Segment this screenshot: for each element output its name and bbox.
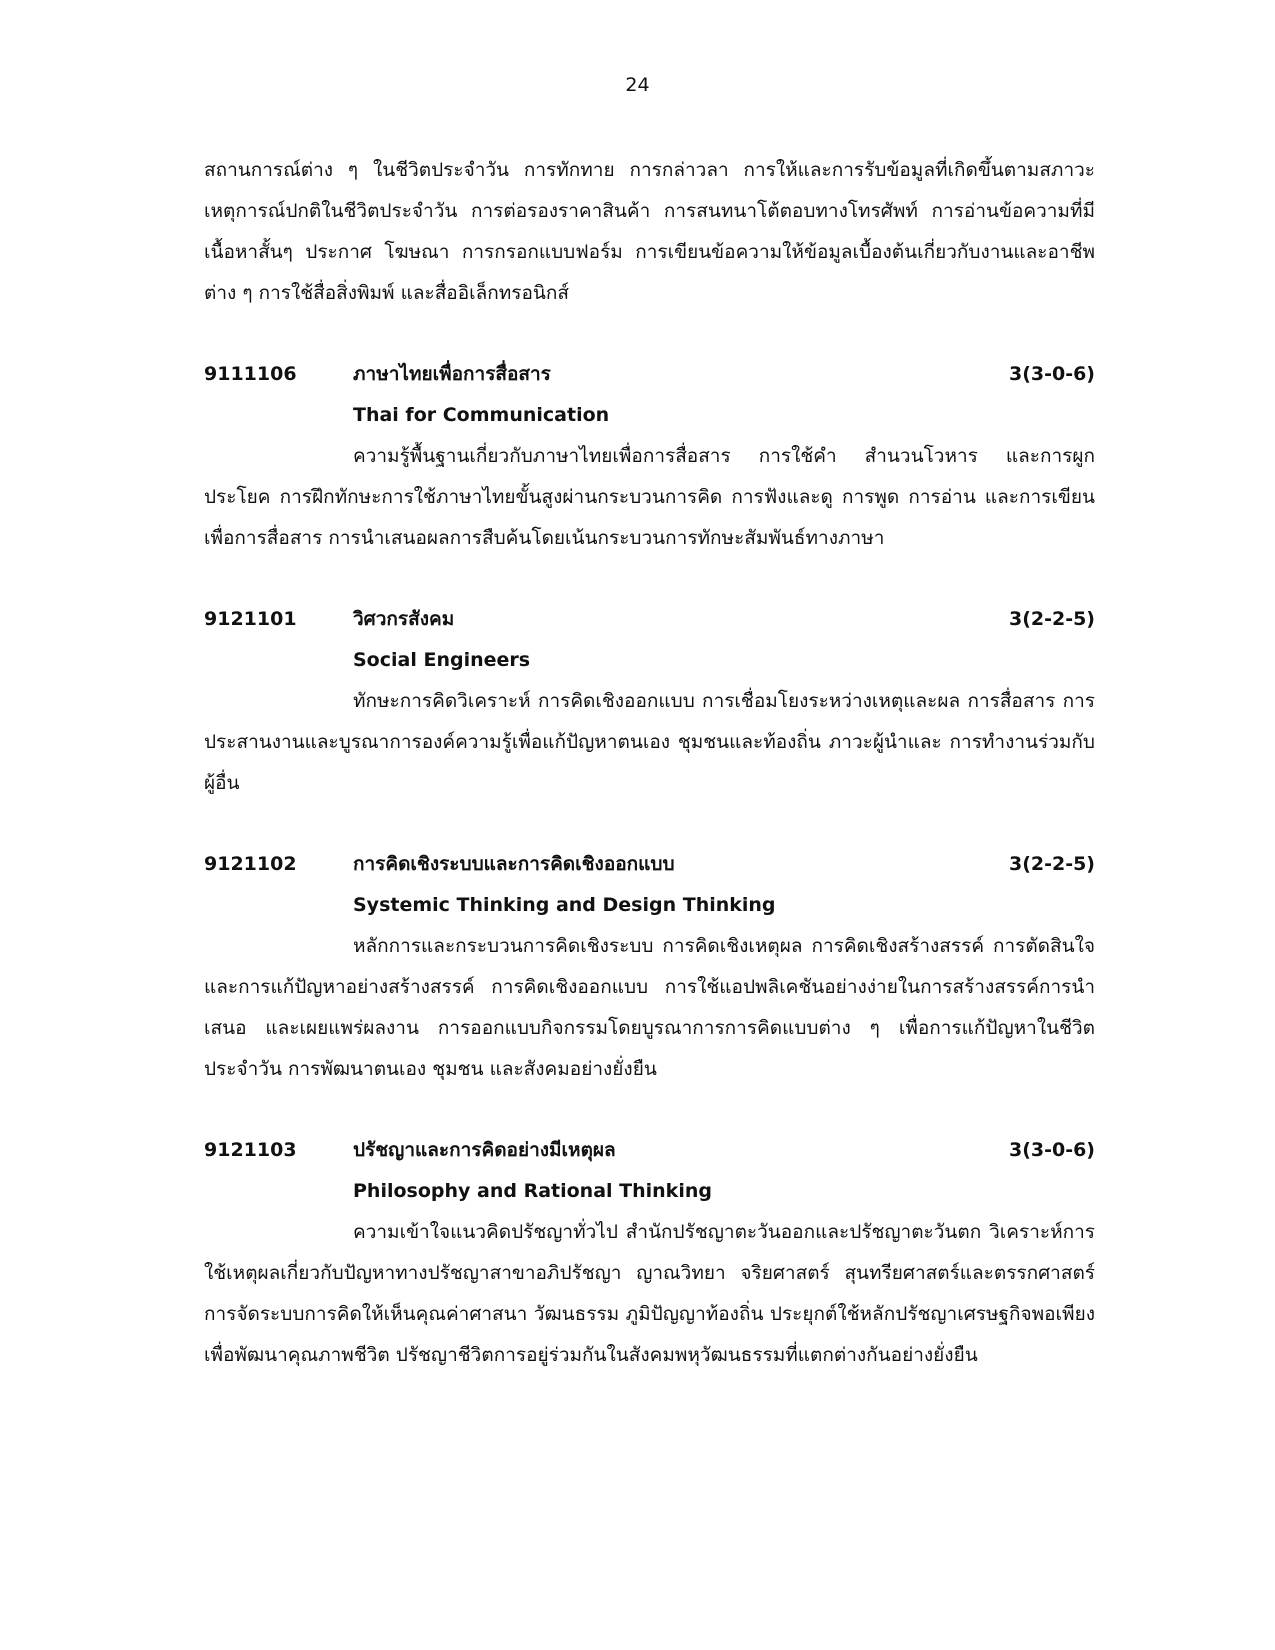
course-title-en: Social Engineers [353,649,531,671]
course-entry [204,844,1095,1090]
course-title-th: ปรัชญาและการคิดอย่างมีเหตุผล [353,1139,616,1161]
course-credits: 3(2-2-5) [1008,608,1095,630]
intro-paragraph: สถานการณ์ต่าง ๆ ในชีวิตประจำวัน การทักทาย การกล่าวลา การให้และการรับข้อมูลที่เกิดขึ้นตามสภาวะเหตุการณ์ปกติในชีวิตประจำวัน การต่อรองราคาสินค้า การสนทนาโต้ตอบทางโทรศัพท์ การอ่านข้อความที่มีเนื้อหาสั้นๆ ประกาศ โฆษณา การกรอกแบบฟอร์ม การเขียนข้อความให้ข้อมูลเบื้องต้นเกี่ยวกับงานและอาชีพต่าง ๆ การใช้สื่อสิ่งพิมพ์ และสื่ออิเล็กทรอนิกส์ [204,159,1095,304]
document-body [204,150,1095,1376]
course-credits: 3(3-0-6) [1008,363,1095,385]
course-header [204,599,1095,640]
course-code: 9121103 [204,1139,297,1161]
course-description: ความเข้าใจแนวคิดปรัชญาทั่วไป สำนักปรัชญาตะวันออกและปรัชญาตะวันตก วิเคราะห์การใช้เหตุผลเกี่ยวกับปัญหาทางปรัชญาสาขาอภิปรัชญา ญาณวิทยา จริยศาสตร์ สุนทรียศาสตร์และตรรกศาสตร์ การจัดระบบการคิดให้เห็นคุณค่าศาสนา วัฒนธรรม ภูมิปัญญาท้องถิ่น ประยุกต์ใช้หลักปรัชญาเศรษฐกิจพอเพียงเพื่อพัฒนาคุณภาพชีวิต ปรัชญาชีวิตการอยู่ร่วมกันในสังคมพหุวัฒนธรรมที่แตกต่างกันอย่างยั่งยืน [204,1221,1095,1366]
course-title-th: การคิดเชิงระบบและการคิดเชิงออกแบบ [353,853,675,875]
course-entry [204,1130,1095,1376]
course-entry [204,599,1095,804]
course-code: 9111106 [204,363,297,385]
course-title-en: Systemic Thinking and Design Thinking [353,894,776,916]
course-title-en: Thai for Communication [353,404,610,426]
course-description: ความรู้พื้นฐานเกี่ยวกับภาษาไทยเพื่อการสื่อสาร การใช้คำ สำนวนโวหาร และการผูกประโยค การฝึกทักษะการใช้ภาษาไทยขั้นสูงผ่านกระบวนการคิด การฟังและดู การพูด การอ่าน และการเขียนเพื่อการสื่อสาร การนำเสนอผลการสืบค้นโดยเน้นกระบวนการทักษะสัมพันธ์ทางภาษา [204,445,1095,549]
course-header [204,844,1095,885]
course-entry [204,354,1095,559]
course-title-en: Philosophy and Rational Thinking [353,1180,712,1202]
course-code: 9121102 [204,853,297,875]
course-title-th: วิศวกรสังคม [353,608,455,630]
course-description: ทักษะการคิดวิเคราะห์ การคิดเชิงออกแบบ การเชื่อมโยงระหว่างเหตุและผล การสื่อสาร การประสานงานและบูรณาการองค์ความรู้เพื่อแก้ปัญหาตนเอง ชุมชนและท้องถิ่น ภาวะผู้นำและ การทำงานร่วมกับผู้อื่น [204,690,1095,794]
course-description: หลักการและกระบวนการคิดเชิงระบบ การคิดเชิงเหตุผล การคิดเชิงสร้างสรรค์ การตัดสินใจและการแก้ปัญหาอย่างสร้างสรรค์ การคิดเชิงออกแบบ การใช้แอปพลิเคชันอย่างง่ายในการสร้างสรรค์การนำเสนอ และเผยแพร่ผลงาน การออกแบบกิจกรรมโดยบูรณาการการคิดแบบต่าง ๆ เพื่อการแก้ปัญหาในชีวิตประจำวัน การพัฒนาตนเอง ชุมชน และสังคมอย่างยั่งยืน [204,935,1095,1080]
course-credits: 3(2-2-5) [1008,853,1095,875]
course-header [204,354,1095,395]
course-code: 9121101 [204,608,297,630]
course-title-th: ภาษาไทยเพื่อการสื่อสาร [353,363,551,385]
course-credits: 3(3-0-6) [1008,1139,1095,1161]
page-number: 24 [625,74,650,96]
course-header [204,1130,1095,1171]
